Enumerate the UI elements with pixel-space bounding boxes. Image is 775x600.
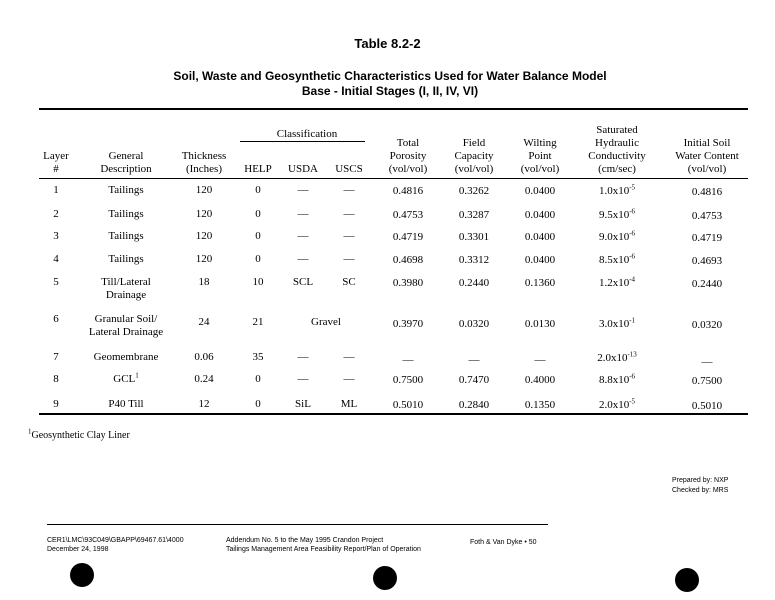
cell-hydraulic-conductivity [577,231,657,244]
cell-field-capacity: 0.7470 [458,374,490,386]
cell-wilting-point: 0.0400 [524,254,556,266]
header-field-line: Field [462,137,486,149]
cell-layer: 8 [53,373,59,385]
header-general [76,150,176,176]
conductivity-mantissa: 8.5x10 [598,254,630,266]
cell-help: 0 [255,398,261,410]
cell-uscs: — [343,351,355,363]
conductivity-mantissa: 2.0x10 [597,352,628,364]
cell-initial-water-content: 0.4816 [691,186,723,198]
header-hydraulic-line: Hydraulic [595,137,639,149]
footnote-mark: 1 [28,427,32,436]
cell-initial-water-content: — [701,356,713,368]
header-general-line: Description [100,163,152,175]
cell-initial-water-content: 0.2440 [691,278,723,290]
header-help: HELP [244,163,272,175]
cell-help: 0 [255,253,261,265]
cell-initial-water-content: 0.4719 [691,232,723,244]
cell-usda: — [297,230,309,242]
cell-porosity: 0.3970 [392,318,424,330]
cell-hydraulic-conductivity [577,374,657,387]
header-porosity-line: Total [396,137,420,149]
conductivity-mantissa: 9.5x10 [598,209,630,221]
cell-thickness: 0.24 [194,373,214,385]
conductivity-exponent: -1 [629,316,636,325]
cell-description-line [71,313,181,326]
cell-field-capacity: 0.0320 [458,318,490,330]
cell-description-text: Tailings [108,230,144,242]
table-subtitle [130,69,650,99]
conductivity-mantissa: 3.0x10 [598,318,630,330]
cell-layer: 3 [53,230,59,242]
footnote [28,427,130,441]
cell-hydraulic-conductivity [577,185,657,198]
cell-help: 0 [255,184,261,196]
header-usda: USDA [288,163,318,175]
checked-by: Checked by: MRS [672,487,729,494]
header-wilting-line: Wilting [523,137,557,149]
cell-porosity: 0.3980 [392,277,424,289]
conductivity-exponent: -6 [629,372,636,381]
header-hydraulic [577,124,657,176]
cell-uscs: — [343,253,355,265]
cell-field-capacity: 0.3262 [458,185,490,197]
cell-hydraulic-conductivity [577,318,657,331]
cell-wilting-point: — [534,354,546,366]
cell-layer: 7 [53,351,59,363]
cell-wilting-point: 0.0400 [524,231,556,243]
footer-path: CER1\LMC\93C049\GBAPP\69467.61\4000 [47,537,184,544]
cell-porosity: 0.7500 [392,374,424,386]
cell-description-text: Geomembrane [93,351,159,363]
cell-porosity: 0.4753 [392,209,424,221]
cell-initial-water-content: 0.7500 [691,375,723,387]
conductivity-mantissa: 1.2x10 [598,277,630,289]
cell-thickness: 120 [195,184,213,196]
cell-layer: 4 [53,253,59,265]
cell-description-text: Lateral Drainage [88,326,164,338]
conductivity-exponent: -13 [627,350,637,359]
conductivity-exponent: -4 [629,275,636,284]
header-initial-line: (vol/vol) [687,163,727,175]
header-thickness-line: (Inches) [185,163,223,175]
cell-help: 0 [255,373,261,385]
footer-rule [47,524,548,525]
cell-description-line [71,208,181,221]
subtitle-line-1: Soil, Waste and Geosynthetic Characteristics Used for Water Balance Model [173,69,607,83]
cell-thickness: 0.06 [194,351,214,363]
cell-hydraulic-conductivity [577,254,657,267]
header-hydraulic-line: Saturated [596,124,638,136]
cell-wilting-point: 0.0400 [524,185,556,197]
punch-hole-center [373,566,397,590]
cell-description-line [71,351,181,364]
cell-field-capacity: 0.3301 [458,231,490,243]
cell-thickness: 24 [198,316,210,328]
cell-layer: 5 [53,276,59,288]
cell-thickness: 120 [195,208,213,220]
cell-help: 0 [255,208,261,220]
cell-description-line [71,253,181,266]
prepared-by: Prepared by: NXP [672,477,729,484]
cell-porosity: 0.4698 [392,254,424,266]
cell-initial-water-content: 0.5010 [691,400,723,412]
header-field-line: Capacity [454,150,494,162]
footer-page: Foth & Van Dyke • 50 [470,539,537,546]
header-general-line: General [108,150,144,162]
cell-description-text: Tailings [108,253,144,265]
cell-description [71,208,181,221]
cell-description-line [71,373,181,386]
cell-description-text: Granular Soil/ [94,313,158,325]
cell-uscs: SC [342,276,356,288]
conductivity-exponent: -6 [629,252,636,261]
conductivity-mantissa: 8.8x10 [598,374,630,386]
conductivity-mantissa: 2.0x10 [598,399,630,411]
cell-description-text: GCL [113,373,136,385]
header-initial-line: Initial Soil [683,137,731,149]
cell-help: 0 [255,230,261,242]
header-porosity-line: (vol/vol) [388,163,428,175]
cell-description-text: P40 Till [108,398,144,410]
cell-wilting-point: 0.1350 [524,399,556,411]
cell-description [71,276,181,302]
cell-help: 35 [252,351,264,363]
cell-description [71,398,181,411]
cell-uscs: — [343,230,355,242]
header-wilting-line: Point [528,150,552,162]
cell-usda: SiL [295,398,311,410]
conductivity-exponent: -5 [629,183,636,192]
header-hydraulic-line: Conductivity [588,150,646,162]
cell-wilting-point: 0.0130 [524,318,556,330]
cell-uscs: ML [340,398,358,410]
subtitle-line-2: Base - Initial Stages (I, II, IV, VI) [301,84,479,98]
table-title: Table 8.2-2 [354,36,421,51]
header-thickness [174,150,234,176]
header-porosity-line: Porosity [389,150,427,162]
punch-hole-left [70,563,94,587]
cell-classification-merged: Gravel [311,316,341,328]
cell-thickness: 12 [198,398,210,410]
cell-thickness: 120 [195,230,213,242]
cell-field-capacity: 0.3312 [458,254,490,266]
punch-hole-right [675,568,699,592]
top-rule [39,108,748,110]
cell-usda: — [297,184,309,196]
cell-wilting-point: 0.1360 [524,277,556,289]
cell-description-text: Tailings [108,184,144,196]
header-initial-line: Water Content [675,150,739,162]
header-layer [36,150,76,176]
cell-description-line [71,289,181,302]
cell-help: 21 [252,316,264,328]
cell-layer: 9 [53,398,59,410]
header-field [442,137,506,176]
cell-description [71,373,181,386]
cell-usda: — [297,373,309,385]
conductivity-exponent: -5 [629,397,636,406]
conductivity-exponent: -6 [629,229,636,238]
cell-thickness: 120 [195,253,213,265]
cell-initial-water-content: 0.4753 [691,210,723,222]
cell-description [71,230,181,243]
footnote-text: Geosynthetic Clay Liner [31,430,130,441]
conductivity-exponent: -6 [629,207,636,216]
cell-porosity: 0.4816 [392,185,424,197]
cell-porosity: 0.4719 [392,231,424,243]
cell-porosity: 0.5010 [392,399,424,411]
footer-date: December 24, 1998 [47,546,109,553]
bottom-rule [39,413,748,415]
header-wilting-line: (vol/vol) [520,163,560,175]
cell-help: 10 [252,276,264,288]
cell-description-line [71,230,181,243]
header-porosity [376,137,440,176]
cell-field-capacity: 0.3287 [458,209,490,221]
cell-field-capacity: 0.2840 [458,399,490,411]
cell-layer: 2 [53,208,59,220]
cell-description-footnote-mark: 1 [135,371,139,380]
cell-initial-water-content: 0.4693 [691,255,723,267]
cell-uscs: — [343,373,355,385]
header-rule [39,178,748,179]
cell-field-capacity: 0.2440 [458,277,490,289]
cell-description [71,253,181,266]
cell-description-line [71,398,181,411]
cell-description-line [71,276,181,289]
cell-usda: SCL [292,276,314,288]
cell-field-capacity: — [468,354,480,366]
cell-layer: 6 [53,313,59,325]
cell-layer: 1 [53,184,59,196]
cell-uscs: — [343,208,355,220]
cell-hydraulic-conductivity [577,277,657,290]
header-uscs: USCS [335,163,363,175]
footer-addendum: Addendum No. 5 to the May 1995 Crandon Project [226,537,384,544]
header-field-line: (vol/vol) [454,163,494,175]
header-layer-line: Layer [43,150,69,162]
conductivity-mantissa: 9.0x10 [598,231,630,243]
footer-report: Tailings Management Area Feasibility Report/Plan of Operation [226,546,421,553]
header-thickness-line: Thickness [181,150,227,162]
preparer-block [672,476,728,496]
header-wilting [508,137,572,176]
cell-description-text: Drainage [105,289,147,301]
cell-thickness: 18 [198,276,210,288]
cell-description [71,184,181,197]
header-hydraulic-line: (cm/sec) [598,163,636,175]
cell-usda: — [297,208,309,220]
cell-description-text: Tailings [108,208,144,220]
cell-description-line [71,184,181,197]
cell-wilting-point: 0.0400 [524,209,556,221]
cell-description [71,351,181,364]
cell-initial-water-content: 0.0320 [691,319,723,331]
footer-middle [226,536,421,554]
cell-uscs: — [343,184,355,196]
cell-description [71,313,181,339]
conductivity-mantissa: 1.0x10 [598,185,630,197]
header-layer-line: # [53,163,59,175]
cell-description-line [71,326,181,339]
cell-usda: — [297,351,309,363]
cell-hydraulic-conductivity [577,352,657,365]
classification-label: Classification [276,128,338,140]
cell-hydraulic-conductivity [577,399,657,412]
footer-left [47,536,184,554]
cell-porosity: — [402,354,414,366]
cell-wilting-point: 0.4000 [524,374,556,386]
cell-description-text: Till/Lateral [101,276,151,288]
header-initial [665,137,749,176]
classification-rule [240,141,365,142]
cell-hydraulic-conductivity [577,209,657,222]
cell-usda: — [297,253,309,265]
